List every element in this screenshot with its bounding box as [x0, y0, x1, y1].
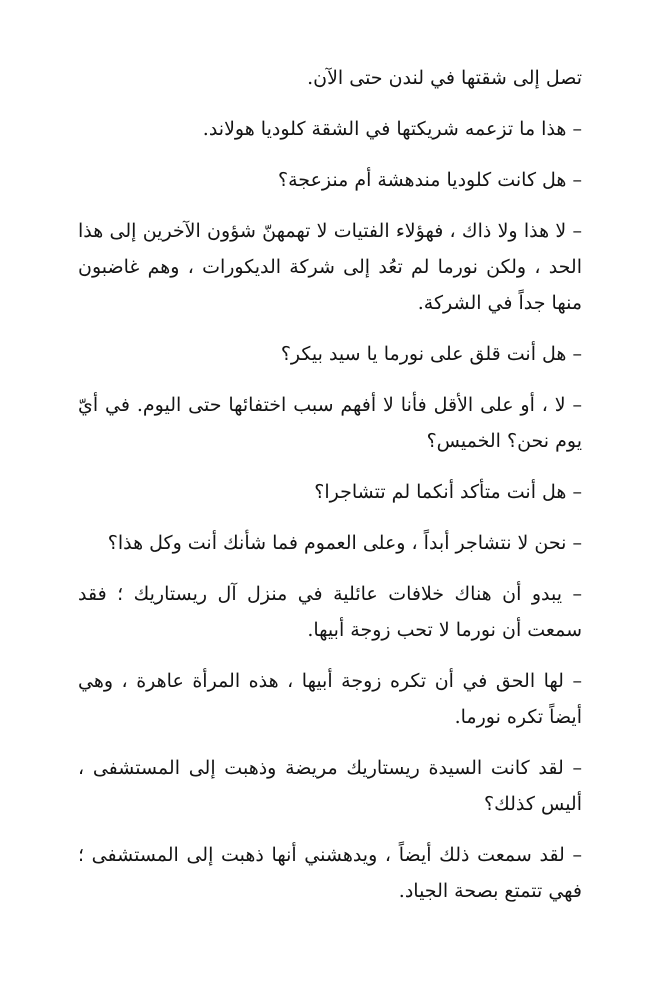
paragraph-4: – لا هذا ولا ذاك ، فهؤلاء الفتيات لا تهمهنّ شؤون الآخرين إلى هذا الحد ، ولكن نورما لم تعُد إلى شركة الديكورات ، وهم غاضبون منها جداً في الشركة. — [78, 220, 582, 314]
paragraph-1: تصل إلى شقتها في لندن حتى الآن. — [307, 67, 582, 89]
paragraph-11: – لقد كانت السيدة ريستاريك مريضة وذهبت إلى المستشفى ، أليس كذلك؟ — [78, 757, 582, 815]
paragraph-6: – لا ، أو على الأقل فأنا لا أفهم سبب اختفائها حتى اليوم. في أيّ يوم نحن؟ الخميس؟ — [78, 394, 582, 452]
book-page — [78, 60, 582, 909]
paragraph-8: – نحن لا نتشاجر أبداً ، وعلى العموم فما شأنك أنت وكل هذا؟ — [107, 532, 582, 554]
paragraph-9: – يبدو أن هناك خلافات عائلية في منزل آل ريستاريك ؛ فقد سمعت أن نورما لا تحب زوجة أبيها. — [78, 583, 582, 641]
paragraph-5: – هل أنت قلق على نورما يا سيد بيكر؟ — [280, 343, 582, 365]
paragraph-12: – لقد سمعت ذلك أيضاً ، ويدهشني أنها ذهبت إلى المستشفى ؛ فهي تتمتع بصحة الجياد. — [78, 844, 582, 902]
paragraph-7: – هل أنت متأكد أنكما لم تتشاجرا؟ — [314, 481, 582, 503]
paragraph-2: – هذا ما تزعمه شريكتها في الشقة كلوديا هولاند. — [202, 118, 582, 140]
paragraph-10: – لها الحق في أن تكره زوجة أبيها ، هذه المرأة عاهرة ، وهي أيضاً تكره نورما. — [78, 670, 582, 728]
paragraph-3: – هل كانت كلوديا مندهشة أم منزعجة؟ — [278, 169, 582, 191]
